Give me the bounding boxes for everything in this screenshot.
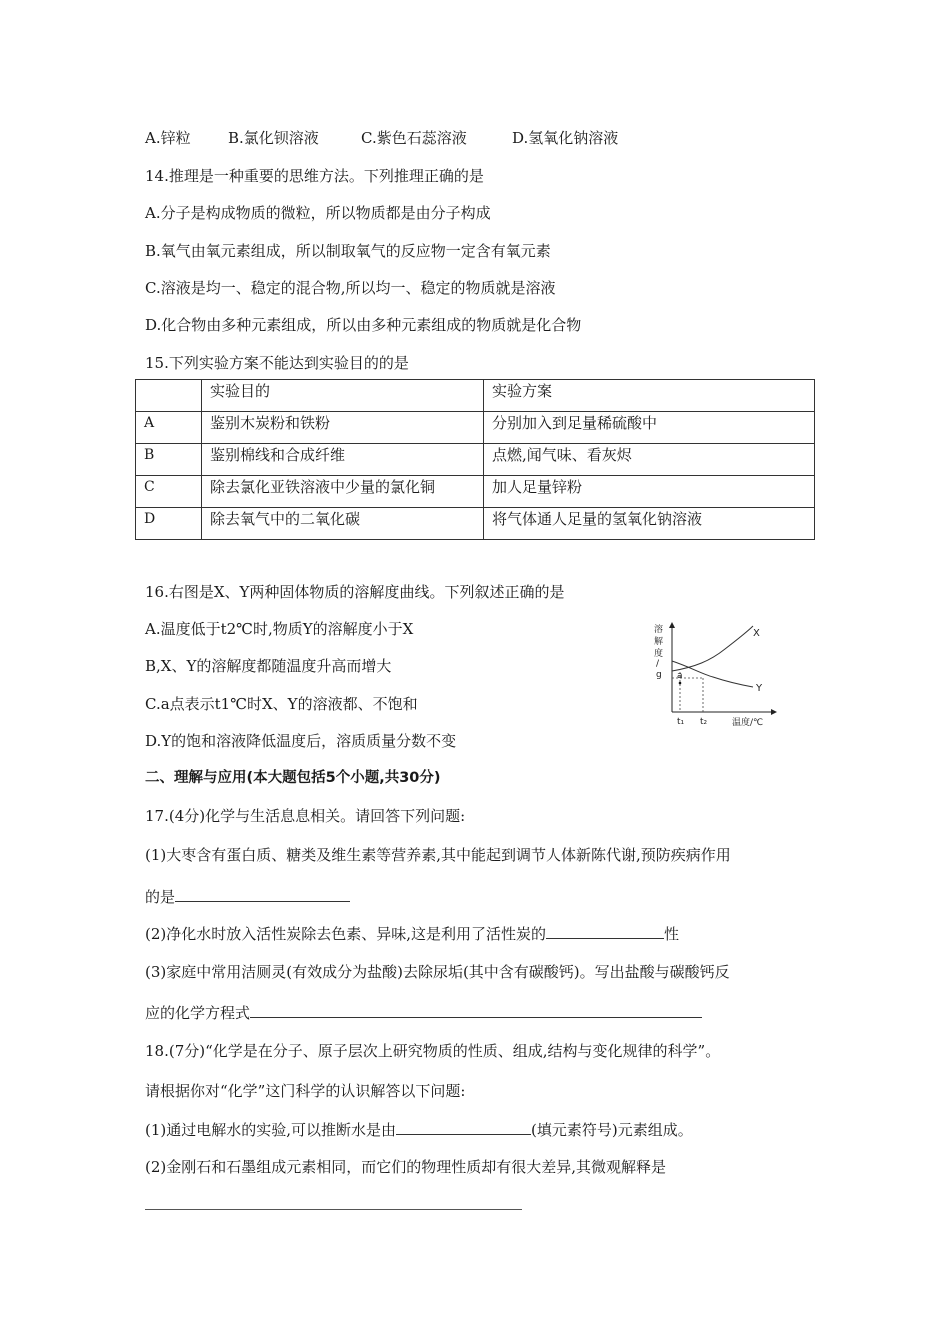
- q13-option-d: D.氢氧化钠溶液: [512, 129, 619, 147]
- q17-part1-line2: [145, 886, 350, 907]
- table-cell: 鉴别棉线和合成纤维: [202, 444, 484, 476]
- q16-option-d: D.Y的饱和溶液降低温度后，溶质质量分数不变: [145, 732, 457, 750]
- q16-option-c: C.a点表示t1℃时X、Y的溶液都、不饱和: [145, 695, 418, 713]
- y-axis-label-char: g: [656, 670, 662, 680]
- table-header-row: [136, 380, 815, 412]
- answer-blank[interactable]: [175, 886, 350, 902]
- y-axis-label-char: /: [656, 659, 660, 669]
- tick-t2: t₂: [700, 717, 708, 727]
- table-cell: 除去氧气中的二氧化碳: [202, 508, 484, 540]
- x-axis-label: 温度/℃: [732, 718, 764, 728]
- q18-part1-text: (1)通过电解水的实验,可以推断水是由: [145, 1121, 397, 1139]
- point-a: [679, 682, 682, 685]
- q14-option-b: B.氧气由氧元素组成，所以制取氧气的反应物一定含有氧元素: [145, 242, 551, 260]
- q14-option-a: A.分子是构成物质的微粒，所以物质都是由分子构成: [145, 204, 491, 222]
- q17-part2: [145, 923, 679, 944]
- solubility-curve-figure: [650, 621, 780, 729]
- curve-y-label: Y: [756, 683, 763, 694]
- q17-part3-line2: [145, 1002, 702, 1023]
- q13-option-a: A.锌粒: [145, 129, 191, 147]
- q14-option-d: D.化合物由多种元素组成，所以由多种元素组成的物质就是化合物: [145, 316, 582, 334]
- q16-option-b: B,X、Y的溶解度都随温度升高而增大: [145, 657, 392, 675]
- q17-part1-line1: (1)大枣含有蛋白质、糖类及维生素等营养素,其中能起到调节人体新陈代谢,预防疾病作用: [145, 846, 731, 864]
- table-cell: 加人足量锌粉: [484, 476, 815, 508]
- q13-option-b: B.氯化钡溶液: [228, 129, 319, 147]
- q17-part3-line1: (3)家庭中常用洁厕灵(有效成分为盐酸)去除尿垢(其中含有碳酸钙)。写出盐酸与碳酸钙反: [145, 963, 730, 981]
- q17-part3-text: 应的化学方程式: [145, 1004, 251, 1022]
- q17-stem: 17.(4分)化学与生活息息相关。请回答下列问题:: [145, 807, 466, 825]
- table-cell: 点燃,闻气味、看灰烬: [484, 444, 815, 476]
- q17-part1-text: 的是: [145, 888, 176, 906]
- table-row: [136, 508, 815, 540]
- table-row: [136, 476, 815, 508]
- curve-x-label: X: [753, 628, 760, 639]
- q17-part2-suffix: 性: [664, 925, 680, 943]
- table-header-cell: 实验目的: [202, 380, 484, 412]
- q15-stem: 15.下列实验方案不能达到实验目的的是: [145, 354, 409, 372]
- answer-blank[interactable]: [250, 1002, 702, 1018]
- section-title: 二、理解与应用(本大题包括5个小题,共30分): [145, 770, 441, 786]
- table-cell: C: [136, 476, 202, 508]
- y-axis-label-char: 溶: [654, 625, 664, 635]
- q14-stem: 14.推理是一种重要的思维方法。下列推理正确的是: [145, 167, 484, 185]
- answer-blank[interactable]: [145, 1209, 522, 1210]
- y-axis-label-char: 解: [654, 637, 664, 647]
- table-cell: 除去氯化亚铁溶液中少量的氯化铜: [202, 476, 484, 508]
- q15-table: [135, 379, 815, 540]
- table-row: [136, 412, 815, 444]
- q13-options: [145, 128, 618, 148]
- curve-x: [672, 626, 753, 671]
- table-header-cell: 实验方案: [484, 380, 815, 412]
- curve-y: [672, 661, 753, 687]
- q14-option-c: C.溶液是均一、稳定的混合物,所以均一、稳定的物质就是溶液: [145, 279, 556, 297]
- q16-option-a: A.温度低于t2℃时,物质Y的溶解度小于X: [145, 620, 414, 638]
- solubility-curve-svg: [650, 621, 780, 729]
- point-a-label: a: [677, 671, 683, 681]
- table-cell: A: [136, 412, 202, 444]
- tick-t1: t₁: [677, 717, 685, 727]
- answer-blank[interactable]: [396, 1119, 531, 1135]
- table-cell: B: [136, 444, 202, 476]
- table-header-cell: [136, 380, 202, 412]
- answer-blank[interactable]: [546, 923, 664, 939]
- q17-part2-text: (2)净化水时放入活性炭除去色素、异味,这是利用了活性炭的: [145, 925, 547, 943]
- q13-option-c: C.紫色石蕊溶液: [361, 129, 467, 147]
- q16-stem: 16.右图是X、Y两种固体物质的溶解度曲线。下列叙述正确的是: [145, 583, 565, 601]
- q18-part1-suffix: (填元素符号)元素组成。: [531, 1121, 693, 1139]
- table-cell: D: [136, 508, 202, 540]
- table-row: [136, 444, 815, 476]
- table-cell: 鉴别木炭粉和铁粉: [202, 412, 484, 444]
- q18-part2: (2)金刚石和石墨组成元素相同，而它们的物理性质却有很大差异,其微观解释是: [145, 1158, 667, 1176]
- q18-intro: 请根据你对“化学”这门科学的认识解答以下问题:: [145, 1082, 466, 1100]
- q18-stem: 18.(7分)“化学是在分子、原子层次上研究物质的性质、组成,结构与变化规律的科学”。: [145, 1042, 721, 1060]
- y-axis-label-char: 度: [654, 649, 664, 659]
- q18-part1: [145, 1119, 693, 1140]
- table-cell: 分别加入到足量稀硫酸中: [484, 412, 815, 444]
- table-cell: 将气体通人足量的氢氧化钠溶液: [484, 508, 815, 540]
